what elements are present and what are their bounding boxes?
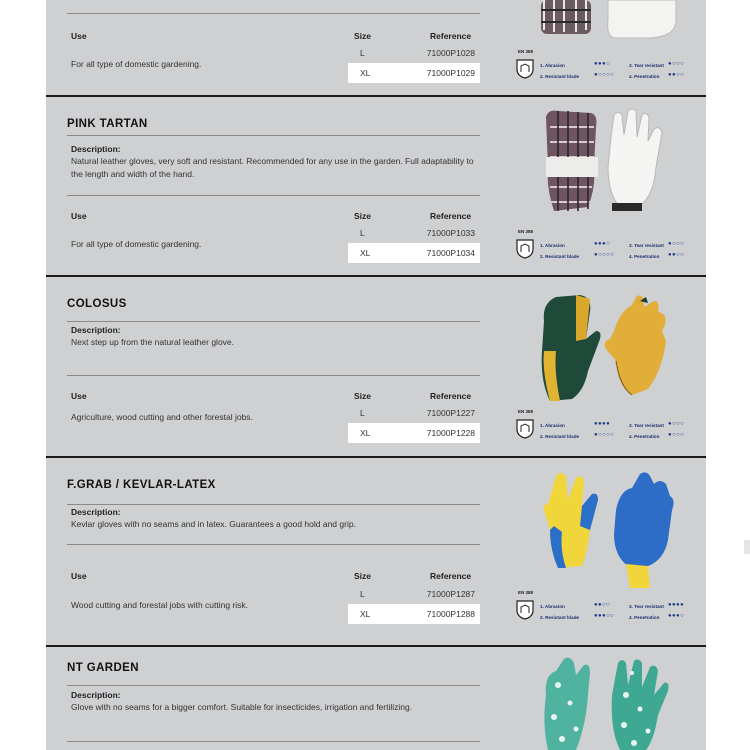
- use-text: Agriculture, wood cutting and other forestal jobs.: [71, 412, 253, 422]
- description-header: Description:: [71, 144, 121, 154]
- use-text: For all type of domestic gardening.: [71, 239, 202, 249]
- size-header: Size: [354, 31, 372, 41]
- size-row: L 71000P1033: [360, 228, 475, 238]
- product-title: NT GARDEN: [67, 662, 139, 674]
- description-text: Glove with no seams for a bigger comfort. Suitable for insecticides, irrigation and fertilizing.: [71, 702, 413, 712]
- use-header: Use: [71, 31, 87, 41]
- size-row: XL 71000P1228: [348, 423, 480, 443]
- reference-header: Reference: [430, 211, 472, 221]
- size-header: Size: [354, 211, 372, 221]
- en388-rating: EN 388 1. Abrasion ●●●● 2. Resistant blade ●○○○○ 3. Tear resistant ●○○○ 4. Penetration ●○○○: [518, 409, 685, 439]
- description-text: Kevlar gloves with no seams and in latex. Guarantees a good hold and grip.: [71, 519, 356, 529]
- size-row: XL 71000P1288: [348, 604, 480, 624]
- divider: [67, 135, 480, 136]
- description-text: Natural leather gloves, very soft and resistant. Recommended for any use in the garden. Full adaptability to the length and width of the hand.: [71, 156, 474, 179]
- glove-image: [536, 655, 686, 750]
- divider: [67, 685, 480, 686]
- size-row: L 71000P1227: [360, 408, 475, 418]
- glove-image: [536, 107, 686, 219]
- product-card-0: [46, 0, 706, 95]
- divider: [67, 321, 480, 322]
- divider: [67, 375, 480, 376]
- reference-header: Reference: [430, 571, 472, 581]
- reference-header: Reference: [430, 391, 472, 401]
- glove-image: [536, 291, 686, 406]
- shield-icon: [516, 239, 534, 259]
- divider: [67, 13, 480, 14]
- description-header: Description:: [71, 325, 121, 335]
- shield-icon: [516, 419, 534, 439]
- shield-icon: [516, 600, 534, 620]
- divider: [67, 741, 480, 742]
- product-title: F.GRAB / KEVLAR-LATEX: [67, 479, 216, 491]
- product-card-nt-garden: [46, 647, 706, 750]
- en388-rating: EN 388 1. Abrasion ●●●○ 2. Resistant blade ●○○○○ 3. Tear resistant ●○○○ 4. Penetration ●●○○: [518, 49, 685, 79]
- size-row: XL 71000P1029: [348, 63, 480, 83]
- size-row: XL 71000P1034: [348, 243, 480, 263]
- product-title: PINK TARTAN: [67, 118, 148, 130]
- divider: [67, 195, 480, 196]
- use-header: Use: [71, 211, 87, 221]
- size-header: Size: [354, 571, 372, 581]
- product-card-pink-tartan: [46, 97, 706, 275]
- size-row: L 71000P1028: [360, 48, 475, 58]
- product-card-fgrab-kevlar-latex: [46, 458, 706, 645]
- use-header: Use: [71, 571, 87, 581]
- reference-header: Reference: [430, 31, 472, 41]
- use-text: Wood cutting and forestal jobs with cutting risk.: [71, 600, 249, 610]
- en388-rating: EN 388 1. Abrasion ●●●○ 2. Resistant blade ●○○○○ 3. Tear resistant ●○○○ 4. Penetration ●●○○: [518, 229, 685, 259]
- size-row: L 71000P1287: [360, 589, 475, 599]
- product-title: COLOSUS: [67, 298, 127, 310]
- use-header: Use: [71, 391, 87, 401]
- en388-rating: EN 388 1. Abrasion ●●○○ 2. Resistant blade ●●●○○ 3. Tear resistant ●●●● 4. Penetration ●●●○: [518, 590, 685, 620]
- divider: [67, 504, 480, 505]
- size-header: Size: [354, 391, 372, 401]
- use-text: For all type of domestic gardening.: [71, 59, 202, 69]
- description-header: Description:: [71, 507, 121, 517]
- divider: [67, 544, 480, 545]
- product-card-colosus: [46, 277, 706, 456]
- shield-icon: [516, 59, 534, 79]
- glove-image: [536, 0, 686, 40]
- description-text: Next step up from the natural leather glove.: [71, 337, 235, 347]
- page-edge-tab: [744, 540, 750, 554]
- glove-image: [536, 470, 686, 588]
- description-header: Description:: [71, 690, 121, 700]
